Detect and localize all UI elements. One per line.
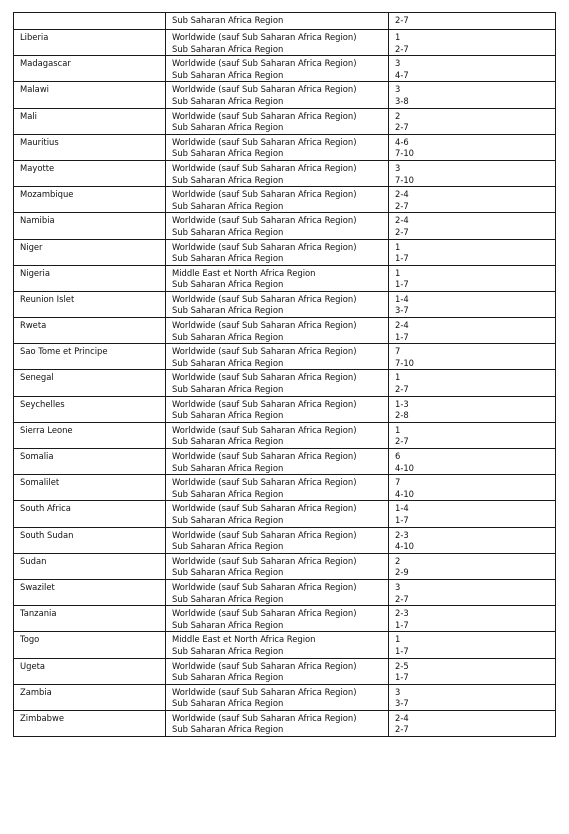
value-line: 4-10 — [395, 488, 415, 499]
value-line: 2 — [395, 555, 401, 566]
region-line: Worldwide (sauf Sub Saharan Africa Region) — [172, 110, 357, 121]
table-row — [14, 265, 556, 291]
table-row — [14, 187, 556, 213]
region-cell — [166, 579, 389, 605]
country-name: Mozambique — [20, 189, 74, 200]
region-line: Worldwide (sauf Sub Saharan Africa Region) — [172, 162, 357, 173]
value-cell — [389, 710, 556, 736]
country-cell — [14, 658, 166, 684]
country-cell — [14, 318, 166, 344]
region-line: Sub Saharan Africa Region — [172, 541, 284, 552]
region-line: Worldwide (sauf Sub Saharan Africa Region) — [172, 608, 357, 619]
region-line: Sub Saharan Africa Region — [172, 410, 284, 421]
value-cell — [389, 265, 556, 291]
country-cell — [14, 606, 166, 632]
country-cell — [14, 213, 166, 239]
country-cell — [14, 56, 166, 82]
value-line: 1 — [395, 241, 401, 252]
value-line: 3-8 — [395, 95, 409, 106]
table-row — [14, 710, 556, 736]
country-name: Sao Tome et Principe — [20, 346, 108, 357]
table-row — [14, 658, 556, 684]
country-name: Somalilet — [20, 477, 60, 488]
region-cell — [166, 82, 389, 108]
value-line: 2 — [395, 110, 401, 121]
region-line: Middle East et North Africa Region — [172, 267, 316, 278]
region-cell — [166, 30, 389, 56]
value-line: 4-10 — [395, 462, 415, 473]
value-cell — [389, 56, 556, 82]
value-cell — [389, 213, 556, 239]
value-line: 2-3 — [395, 529, 409, 540]
region-cell — [166, 658, 389, 684]
region-line: Worldwide (sauf Sub Saharan Africa Region) — [172, 136, 357, 147]
region-cell — [166, 475, 389, 501]
value-cell — [389, 422, 556, 448]
value-line: 7-10 — [395, 357, 415, 368]
value-line: 3 — [395, 581, 401, 592]
country-cell — [14, 30, 166, 56]
table-row — [14, 606, 556, 632]
region-line: Sub Saharan Africa Region — [172, 148, 284, 159]
region-line: Sub Saharan Africa Region — [172, 279, 284, 290]
region-cell — [166, 160, 389, 186]
value-line: 4-10 — [395, 541, 415, 552]
country-name: Sierra Leone — [20, 424, 73, 435]
table-row — [14, 239, 556, 265]
value-line: 1-7 — [395, 619, 409, 630]
value-cell — [389, 344, 556, 370]
value-cell — [389, 449, 556, 475]
region-line: Sub Saharan Africa Region — [172, 645, 284, 656]
value-line: 3 — [395, 58, 401, 69]
value-cell — [389, 396, 556, 422]
value-line: 7 — [395, 477, 401, 488]
region-cell — [166, 187, 389, 213]
value-cell — [389, 13, 556, 30]
value-cell — [389, 291, 556, 317]
region-cell — [166, 239, 389, 265]
table-row — [14, 579, 556, 605]
country-name: Zimbabwe — [20, 712, 64, 723]
table-row — [14, 160, 556, 186]
country-cell — [14, 291, 166, 317]
region-line: Sub Saharan Africa Region — [172, 357, 284, 368]
region-cell — [166, 13, 389, 30]
value-line: 3 — [395, 686, 401, 697]
table-row — [14, 396, 556, 422]
country-name: Seychelles — [20, 398, 65, 409]
region-line: Worldwide (sauf Sub Saharan Africa Region) — [172, 424, 357, 435]
region-cell — [166, 632, 389, 658]
country-name: Reunion Islet — [20, 293, 75, 304]
table-row — [14, 370, 556, 396]
country-cell — [14, 396, 166, 422]
country-name: Madagascar — [20, 58, 71, 69]
region-cell — [166, 344, 389, 370]
region-line: Worldwide (sauf Sub Saharan Africa Region) — [172, 398, 357, 409]
region-line: Sub Saharan Africa Region — [172, 69, 284, 80]
region-line: Sub Saharan Africa Region — [172, 593, 284, 604]
country-name: Malawi — [20, 84, 49, 95]
value-cell — [389, 108, 556, 134]
table-row — [14, 501, 556, 527]
country-name: South Africa — [20, 503, 71, 514]
country-cell — [14, 449, 166, 475]
region-line: Sub Saharan Africa Region — [172, 15, 284, 25]
region-cell — [166, 449, 389, 475]
region-line: Sub Saharan Africa Region — [172, 567, 284, 578]
value-line: 2-9 — [395, 567, 409, 578]
value-cell — [389, 134, 556, 160]
region-cell — [166, 553, 389, 579]
table-row — [14, 56, 556, 82]
country-name: Mauritius — [20, 136, 59, 147]
country-name: Zambia — [20, 686, 52, 697]
region-cell — [166, 606, 389, 632]
region-line: Worldwide (sauf Sub Saharan Africa Region) — [172, 555, 357, 566]
value-line: 4-6 — [395, 136, 409, 147]
table-row — [14, 632, 556, 658]
value-line: 3-7 — [395, 305, 409, 316]
value-cell — [389, 370, 556, 396]
region-line: Worldwide (sauf Sub Saharan Africa Region) — [172, 686, 357, 697]
region-cell — [166, 396, 389, 422]
region-line: Sub Saharan Africa Region — [172, 174, 284, 185]
country-name: Nigeria — [20, 267, 50, 278]
value-line: 2-7 — [395, 43, 409, 54]
value-line: 2-4 — [395, 189, 409, 200]
region-line: Worldwide (sauf Sub Saharan Africa Region) — [172, 451, 357, 461]
table-row — [14, 318, 556, 344]
value-line: 2-7 — [395, 436, 409, 447]
country-cell — [14, 553, 166, 579]
country-name: Togo — [20, 634, 40, 645]
country-cell — [14, 134, 166, 160]
value-cell — [389, 160, 556, 186]
table-row — [14, 344, 556, 370]
value-line: 7 — [395, 346, 401, 357]
value-cell — [389, 579, 556, 605]
table-row — [14, 527, 556, 553]
value-cell — [389, 527, 556, 553]
value-line: 1 — [395, 267, 401, 278]
region-cell — [166, 684, 389, 710]
region-cell — [166, 108, 389, 134]
value-line: 1-4 — [395, 293, 409, 304]
value-line: 7-10 — [395, 174, 415, 185]
value-line: 2-7 — [395, 122, 409, 133]
value-line: 1 — [395, 634, 401, 645]
region-line: Worldwide (sauf Sub Saharan Africa Region) — [172, 581, 357, 592]
country-name: Rweta — [20, 320, 47, 331]
country-name: Sudan — [20, 555, 47, 566]
value-line: 2-7 — [395, 15, 409, 25]
table-row — [14, 13, 556, 30]
region-cell — [166, 318, 389, 344]
region-line: Worldwide (sauf Sub Saharan Africa Region) — [172, 32, 357, 42]
country-cell — [14, 710, 166, 736]
region-cell — [166, 291, 389, 317]
value-line: 1 — [395, 424, 401, 435]
region-line: Worldwide (sauf Sub Saharan Africa Region) — [172, 372, 357, 383]
country-cell — [14, 527, 166, 553]
region-line: Sub Saharan Africa Region — [172, 384, 284, 395]
value-cell — [389, 475, 556, 501]
region-line: Sub Saharan Africa Region — [172, 253, 284, 264]
table-row — [14, 108, 556, 134]
country-cell — [14, 475, 166, 501]
value-line: 2-5 — [395, 660, 409, 671]
value-line: 4-7 — [395, 69, 409, 80]
region-line: Sub Saharan Africa Region — [172, 514, 284, 525]
country-name: Tanzania — [20, 608, 57, 619]
value-cell — [389, 501, 556, 527]
value-line: 2-7 — [395, 593, 409, 604]
table-row — [14, 422, 556, 448]
country-cell — [14, 422, 166, 448]
value-line: 3-7 — [395, 698, 409, 709]
value-cell — [389, 239, 556, 265]
table-row — [14, 449, 556, 475]
country-name: Liberia — [20, 32, 49, 42]
region-line: Worldwide (sauf Sub Saharan Africa Region) — [172, 477, 357, 488]
value-line: 2-7 — [395, 384, 409, 395]
country-cell — [14, 187, 166, 213]
value-line: 1-7 — [395, 253, 409, 264]
value-cell — [389, 684, 556, 710]
table-row — [14, 291, 556, 317]
region-line: Middle East et North Africa Region — [172, 634, 316, 645]
region-line: Sub Saharan Africa Region — [172, 122, 284, 133]
region-line: Sub Saharan Africa Region — [172, 43, 284, 54]
table-row — [14, 30, 556, 56]
value-line: 1-4 — [395, 503, 409, 514]
region-cell — [166, 370, 389, 396]
country-name: Ugeta — [20, 660, 46, 671]
region-cell — [166, 710, 389, 736]
country-cell — [14, 632, 166, 658]
region-line: Worldwide (sauf Sub Saharan Africa Region) — [172, 320, 357, 331]
country-name: Namibia — [20, 215, 55, 226]
value-line: 1-7 — [395, 279, 409, 290]
table-row — [14, 134, 556, 160]
region-line: Worldwide (sauf Sub Saharan Africa Region) — [172, 241, 357, 252]
country-cell — [14, 265, 166, 291]
region-line: Worldwide (sauf Sub Saharan Africa Region) — [172, 58, 357, 69]
region-cell — [166, 422, 389, 448]
region-line: Sub Saharan Africa Region — [172, 436, 284, 447]
region-line: Worldwide (sauf Sub Saharan Africa Region) — [172, 346, 357, 357]
table-row — [14, 553, 556, 579]
value-line: 2-3 — [395, 608, 409, 619]
region-line: Worldwide (sauf Sub Saharan Africa Region) — [172, 84, 357, 95]
country-cell — [14, 501, 166, 527]
region-line: Sub Saharan Africa Region — [172, 462, 284, 473]
country-name: Senegal — [20, 372, 54, 383]
country-cell — [14, 160, 166, 186]
region-line: Worldwide (sauf Sub Saharan Africa Region) — [172, 293, 357, 304]
country-cell — [14, 370, 166, 396]
region-line: Sub Saharan Africa Region — [172, 200, 284, 211]
region-cell — [166, 527, 389, 553]
region-line: Sub Saharan Africa Region — [172, 331, 284, 342]
value-line: 1-3 — [395, 398, 409, 409]
table-row — [14, 684, 556, 710]
region-cell — [166, 134, 389, 160]
country-cell — [14, 579, 166, 605]
region-line: Sub Saharan Africa Region — [172, 95, 284, 106]
value-line: 2-4 — [395, 712, 409, 723]
value-line: 3 — [395, 162, 401, 173]
value-line: 1-7 — [395, 514, 409, 525]
country-cell — [14, 684, 166, 710]
value-line: 2-7 — [395, 724, 409, 735]
region-line: Sub Saharan Africa Region — [172, 488, 284, 499]
value-line: 1-7 — [395, 331, 409, 342]
value-line: 1 — [395, 372, 401, 383]
region-cell — [166, 501, 389, 527]
country-name: Somalia — [20, 451, 54, 461]
value-cell — [389, 187, 556, 213]
country-cell — [14, 13, 166, 30]
value-cell — [389, 30, 556, 56]
value-cell — [389, 658, 556, 684]
value-line: 2-8 — [395, 410, 409, 421]
region-line: Worldwide (sauf Sub Saharan Africa Region) — [172, 215, 357, 226]
value-cell — [389, 82, 556, 108]
value-cell — [389, 632, 556, 658]
region-line: Worldwide (sauf Sub Saharan Africa Region) — [172, 189, 357, 200]
value-line: 1-7 — [395, 645, 409, 656]
country-name: South Sudan — [20, 529, 74, 540]
value-line: 2-4 — [395, 320, 409, 331]
value-cell — [389, 553, 556, 579]
region-line: Worldwide (sauf Sub Saharan Africa Region) — [172, 660, 357, 671]
region-cell — [166, 265, 389, 291]
country-region-table — [13, 12, 556, 737]
region-line: Sub Saharan Africa Region — [172, 672, 284, 683]
value-line: 6 — [395, 451, 401, 461]
region-line: Worldwide (sauf Sub Saharan Africa Region) — [172, 503, 357, 514]
table-row — [14, 475, 556, 501]
country-name: Mayotte — [20, 162, 55, 173]
region-line: Worldwide (sauf Sub Saharan Africa Region) — [172, 529, 357, 540]
value-cell — [389, 318, 556, 344]
region-line: Sub Saharan Africa Region — [172, 698, 284, 709]
region-line: Sub Saharan Africa Region — [172, 619, 284, 630]
value-cell — [389, 606, 556, 632]
region-cell — [166, 213, 389, 239]
region-line: Sub Saharan Africa Region — [172, 226, 284, 237]
country-name: Swazilet — [20, 581, 55, 592]
country-cell — [14, 239, 166, 265]
country-cell — [14, 344, 166, 370]
value-line: 1 — [395, 32, 401, 42]
value-line: 2-7 — [395, 226, 409, 237]
region-line: Sub Saharan Africa Region — [172, 724, 284, 735]
table-row — [14, 82, 556, 108]
value-line: 2-4 — [395, 215, 409, 226]
value-line: 3 — [395, 84, 401, 95]
region-line: Sub Saharan Africa Region — [172, 305, 284, 316]
region-cell — [166, 56, 389, 82]
country-cell — [14, 108, 166, 134]
country-cell — [14, 82, 166, 108]
table-body — [14, 13, 556, 737]
value-line: 7-10 — [395, 148, 415, 159]
table-row — [14, 213, 556, 239]
value-line: 1-7 — [395, 672, 409, 683]
country-name: Niger — [20, 241, 43, 252]
country-name: Mali — [20, 110, 38, 121]
value-line: 2-7 — [395, 200, 409, 211]
region-line: Worldwide (sauf Sub Saharan Africa Region) — [172, 712, 357, 723]
